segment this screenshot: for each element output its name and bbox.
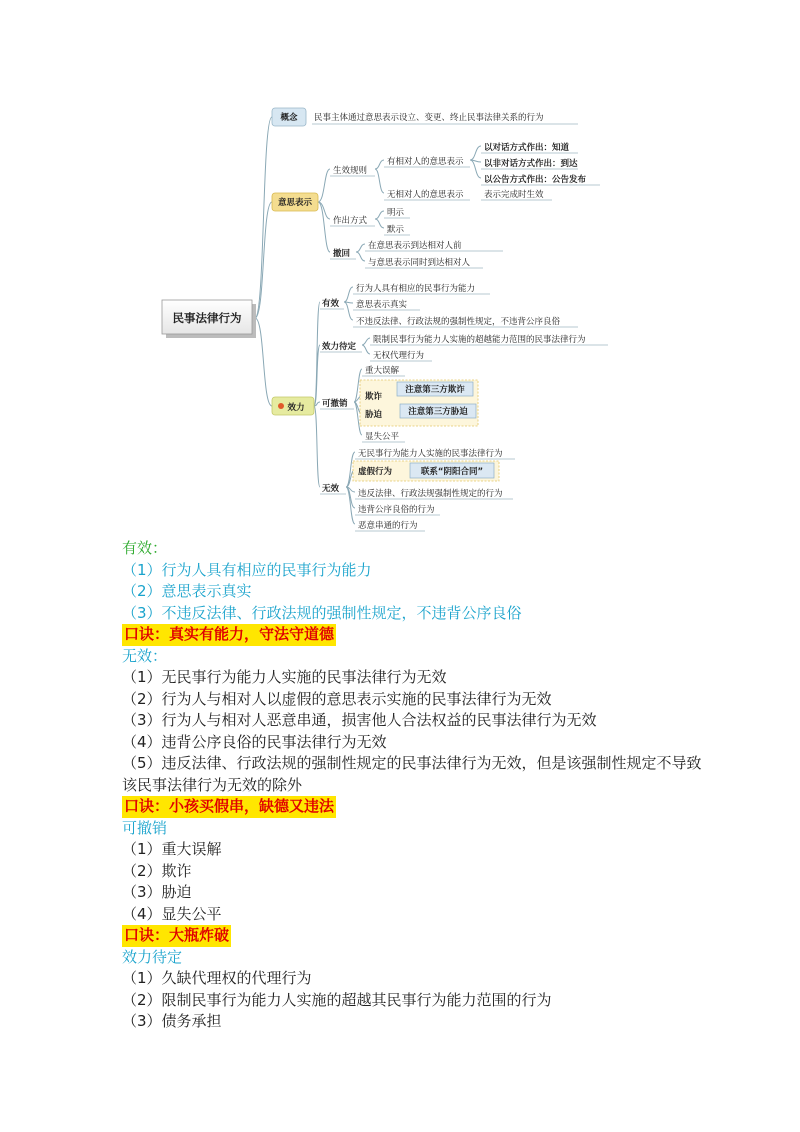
revocable-label: 可撤销 [322,399,348,409]
pending-title: 效力待定 [122,947,183,966]
way-item: 以非对话方式作出：到达 [484,159,578,169]
void-item: （3）行为人与相对人恶意串通，损害他人合法权益的民事法律行为无效 [122,711,597,729]
root-label: 民事法律行为 [172,311,242,325]
pending-item: 无权代理行为 [373,351,425,361]
withdraw-item: 在意思表示到达相对人前 [368,241,462,251]
rev-item: 欺诈 [365,392,383,402]
void-item: 违背公序良俗的行为 [358,505,435,515]
effect-label: 效力 [287,403,305,413]
manner-label: 作出方式 [333,216,368,226]
pending-item: （3）债务承担 [122,1012,222,1030]
valid-item: （2）意思表示真实 [122,582,252,600]
void-item: 虚假行为 [358,467,393,477]
valid-title: 有效： [122,539,168,557]
intent-node [272,193,318,211]
valid-item: 意思表示真实 [356,300,408,310]
mind-map [0,0,800,540]
notes-section [122,538,722,1033]
rev-note: 注意第三方胁迫 [408,407,468,417]
void-item: （5）违反法律、行政法规的强制性规定的民事法律行为无效，但是该强制性规定不导致该民事法律行为无效的除外 [122,754,702,794]
valid-item: 不违反法律、行政法规的强制性规定，不违背公序良俗 [356,317,561,327]
rev-item: 重大误解 [365,366,400,376]
without-party-rule: 表示完成时生效 [484,190,544,200]
void-item: （2）行为人与相对人以虚假的意思表示实施的民事法律行为无效 [122,689,552,708]
manner-item: 默示 [387,225,405,235]
valid-item: 行为人具有相应的民事行为能力 [356,284,476,294]
valid-mnemonic: 口诀：真实有能力，守法守道德 [122,624,336,646]
rev-item: （1）重大误解 [122,840,222,858]
withdraw-item: 与意思表示同时到达相对人 [368,258,471,268]
void-item: 无民事行为能力人实施的民事法律行为 [358,449,503,459]
effect-node [272,397,314,415]
void-item: 违反法律、行政法规强制性规定的行为 [358,489,503,499]
valid-item: （3）不违反法律、行政法规的强制性规定，不违背公序良俗 [122,603,522,622]
pending-item: （2）限制民事行为能力人实施的超越其民事行为能力范围的行为 [122,990,552,1009]
rule-label: 生效规则 [333,166,368,176]
manner-item: 明示 [387,208,405,218]
rev-item: （2）欺诈 [122,861,192,880]
intent-label: 意思表示 [277,198,313,208]
rev-item: 胁迫 [365,410,383,420]
withdraw-label: 撤回 [333,249,351,259]
rev-item: （4）显失公平 [122,904,222,923]
concept-label: 概念 [280,113,298,123]
void-mnemonic: 口诀：小孩买假串，缺德又违法 [122,796,336,818]
void-item: （4）违背公序良俗的民事法律行为无效 [122,732,387,751]
rev-note: 注意第三方欺诈 [405,385,465,395]
way-item: 以对话方式作出：知道 [484,143,570,153]
valid-label: 有效 [322,299,340,309]
concept-node [272,108,306,126]
void-note: 联系“阴阳合同” [420,467,484,477]
pending-label: 效力待定 [322,342,357,352]
revocable-title: 可撤销 [122,818,168,837]
star-icon [278,403,284,409]
pending-item: 限制民事行为能力人实施的超越能力范围的民事法律行为 [373,335,586,345]
without-party-label: 无相对人的意思表示 [387,190,464,200]
void-title: 无效： [122,646,168,665]
root-node [162,300,256,338]
rev-mnemonic: 口诀：大瓶炸破 [122,925,231,947]
way-item: 以公告方式作出：公告发布 [484,175,587,185]
rev-item: 显失公平 [365,432,400,442]
rev-item: （3）胁迫 [122,883,192,901]
valid-item: （1）行为人具有相应的民事行为能力 [122,560,372,579]
pending-item: （1）久缺代理权的代理行为 [122,969,312,987]
with-party-label: 有相对人的意思表示 [387,157,464,167]
void-item: 恶意串通的行为 [358,521,418,531]
void-label: 无效 [322,484,340,494]
void-item: （1）无民事行为能力人实施的民事法律行为无效 [122,668,447,686]
concept-text: 民事主体通过意思表示设立、变更、终止民事法律关系的行为 [314,113,544,123]
